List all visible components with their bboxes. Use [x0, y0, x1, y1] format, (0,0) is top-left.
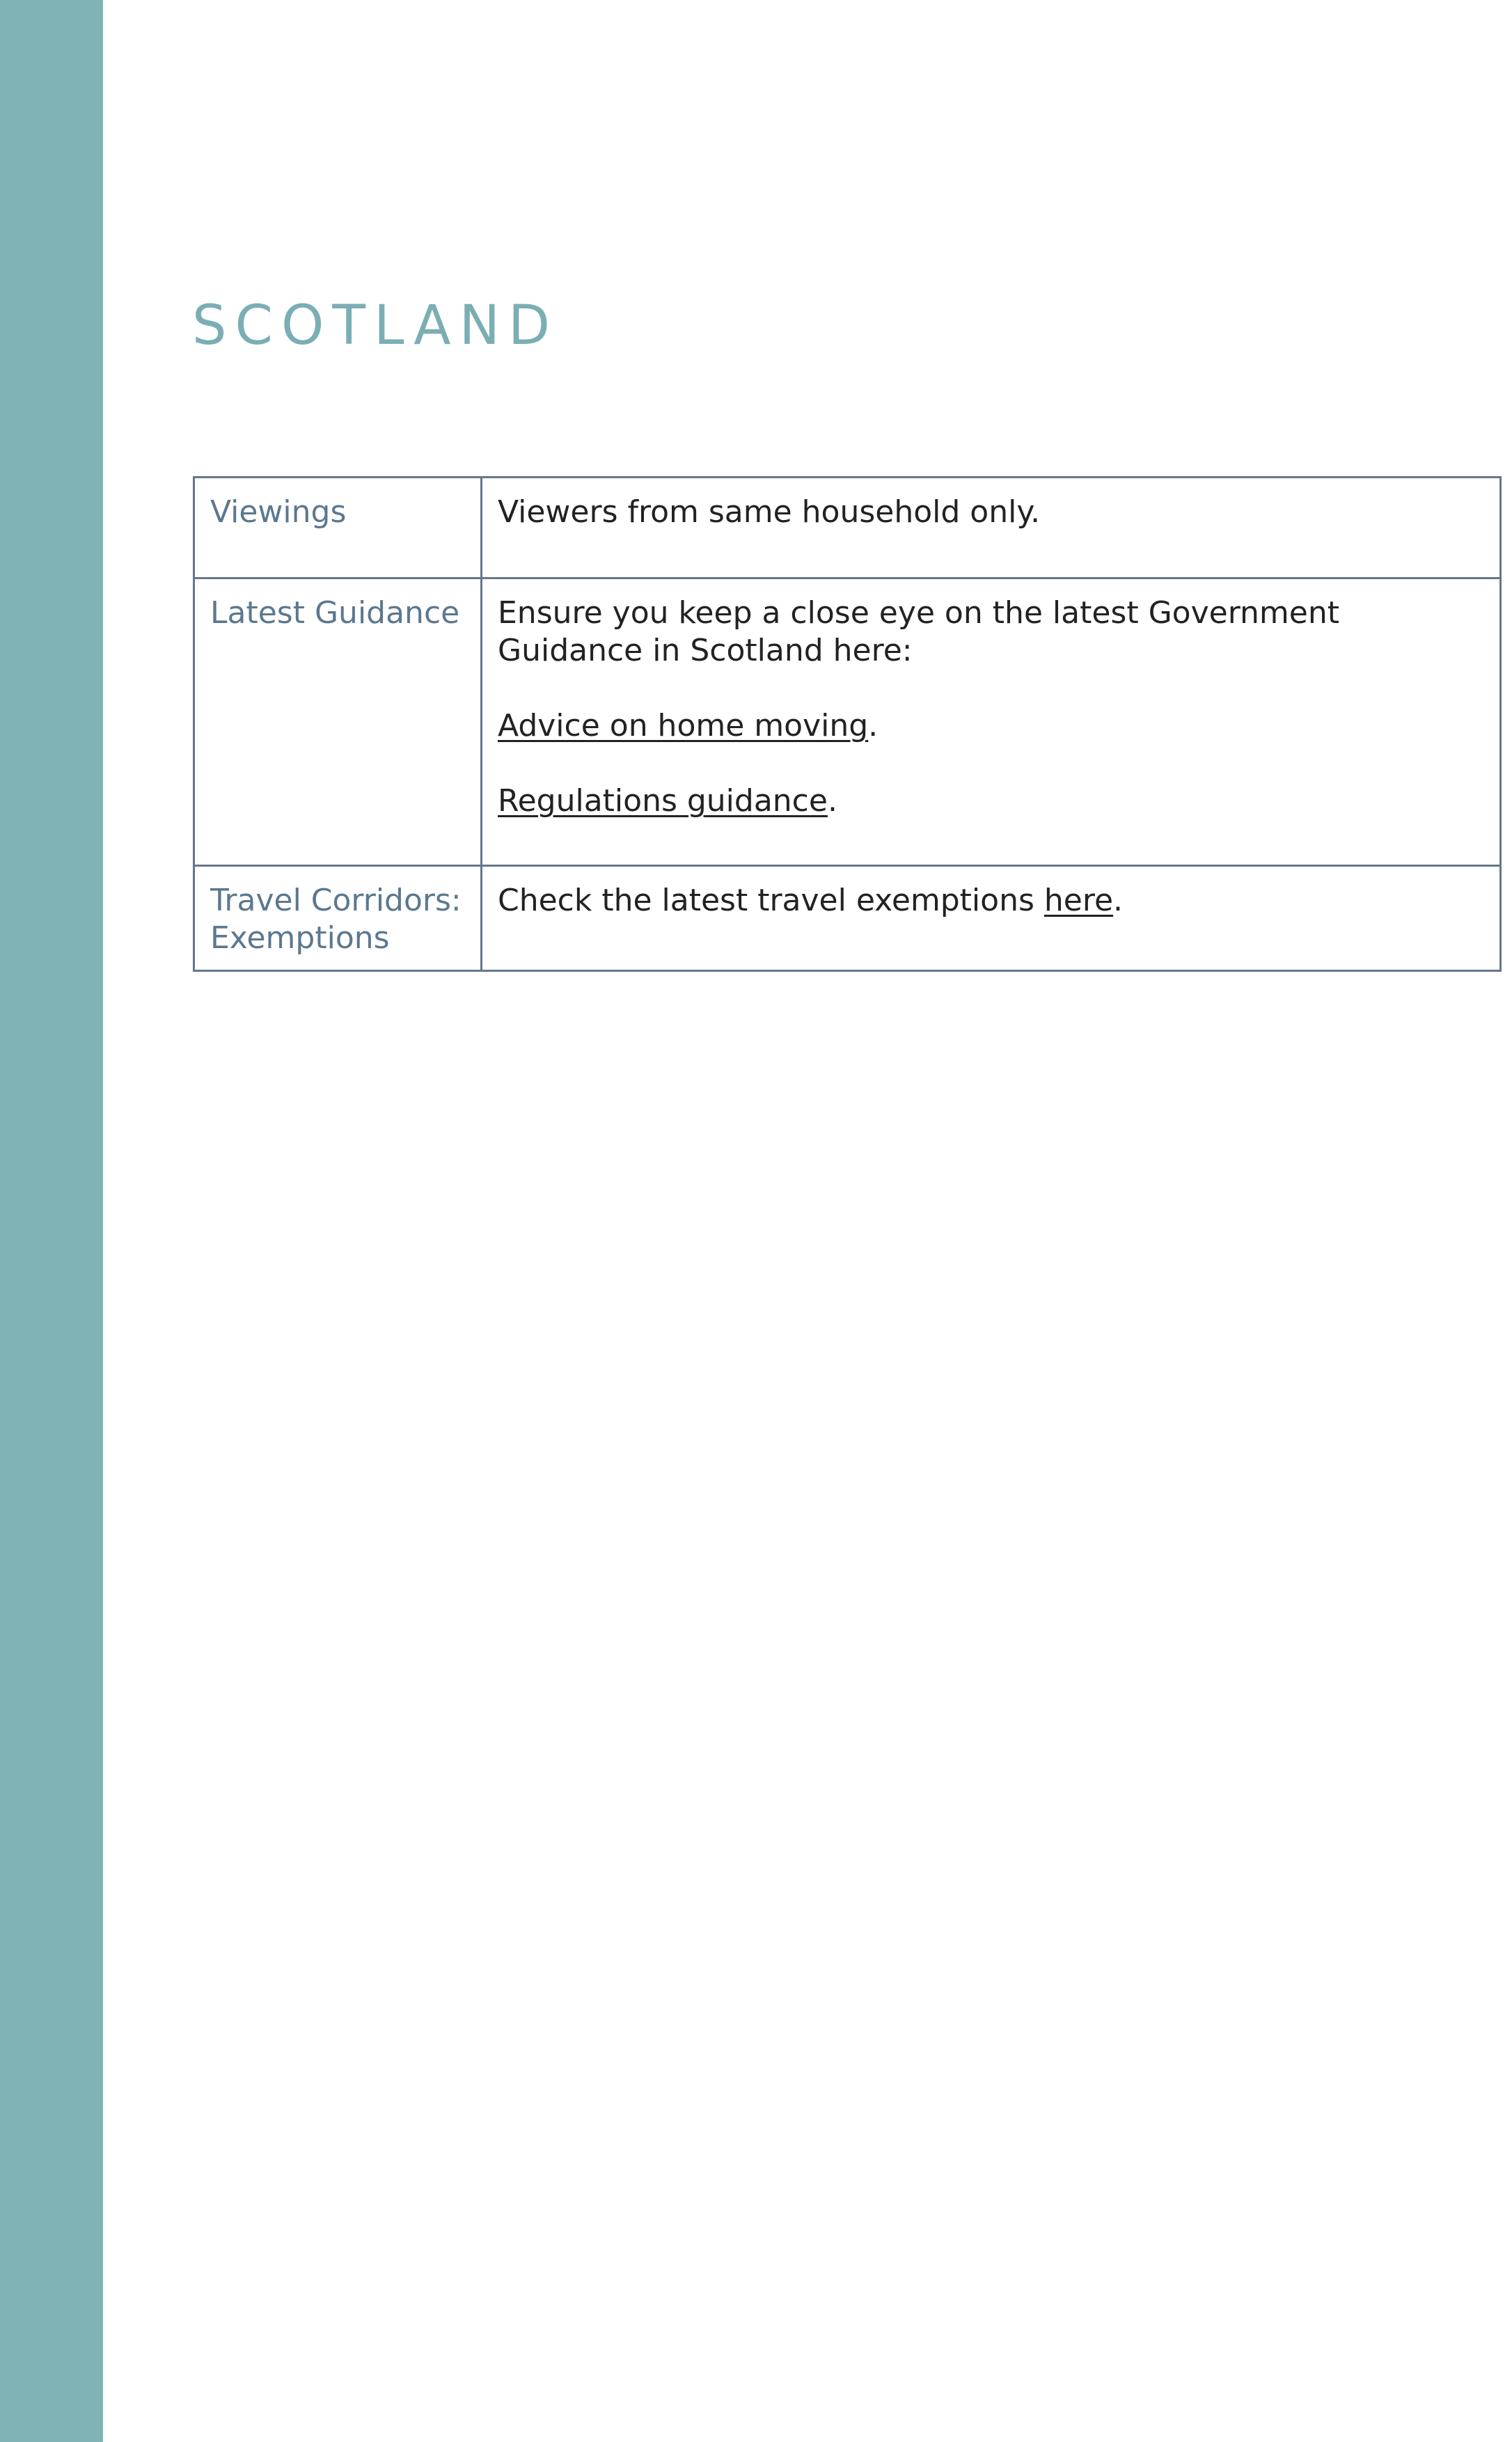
home-moving-paragraph	[498, 707, 1484, 745]
viewings-text: Viewers from same household only.	[498, 494, 1041, 530]
travel-exemptions-text: Check the latest travel exemptions	[498, 883, 1044, 918]
row-content-travel-corridors	[482, 866, 1501, 971]
advice-on-home-moving-link[interactable]: Advice on home moving	[498, 708, 869, 743]
link-suffix: .	[1113, 883, 1124, 918]
row-label-latest-guidance	[194, 578, 482, 866]
table-row	[194, 478, 1501, 578]
travel-exemptions-here-link[interactable]: here	[1044, 883, 1114, 918]
regulations-paragraph	[498, 782, 1484, 820]
guidance-table	[193, 476, 1502, 972]
link-suffix: .	[827, 783, 837, 819]
row-label-viewings	[194, 478, 482, 578]
page-title: SCOTLAND	[192, 294, 559, 357]
table-row	[194, 866, 1501, 971]
row-content-latest-guidance	[482, 578, 1501, 866]
regulations-guidance-link[interactable]: Regulations guidance	[498, 783, 828, 819]
guidance-intro-text: Ensure you keep a close eye on the latest Government Guidance in Scotland here:	[498, 595, 1339, 668]
row-label-travel-corridors	[194, 866, 482, 971]
row-label: Viewings	[210, 494, 347, 530]
side-accent-band	[0, 0, 103, 2442]
row-content-viewings	[482, 478, 1501, 578]
row-label: Travel Corridors: Exemptions	[210, 883, 462, 956]
link-suffix: .	[868, 708, 879, 743]
table-row	[194, 578, 1501, 866]
row-label: Latest Guidance	[210, 595, 460, 631]
